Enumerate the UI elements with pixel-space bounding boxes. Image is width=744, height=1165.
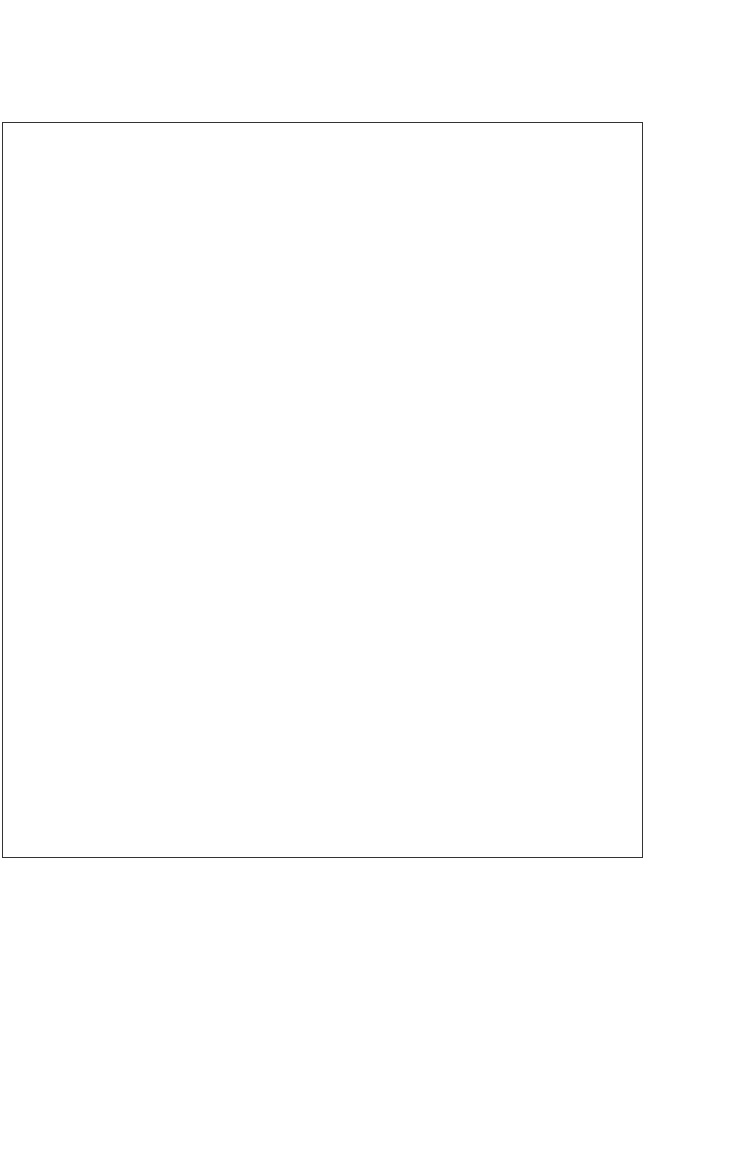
table-frame — [2, 122, 643, 858]
